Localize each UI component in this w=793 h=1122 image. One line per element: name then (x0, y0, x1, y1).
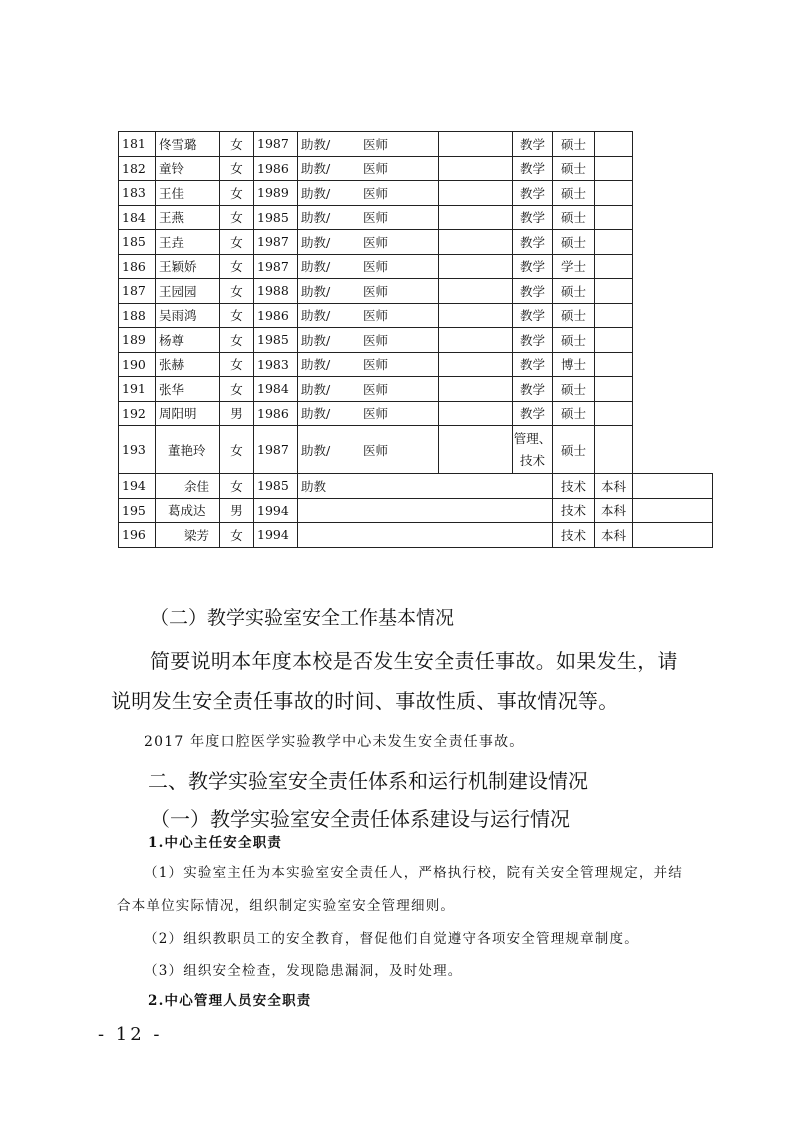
cell-degree: 硕士 (553, 279, 595, 304)
cell-last (595, 426, 633, 474)
cell-title (298, 303, 439, 328)
answer-text: 2017 年度口腔医学实验教学中心未发生安全责任事故。 (144, 734, 525, 750)
section-two-subheading: （一）教学实验室安全责任体系建设与运行情况 (150, 807, 570, 831)
cell-title-rank: 助教/ (301, 161, 331, 177)
cell-title (298, 377, 439, 402)
cell-degree: 本科 (595, 474, 633, 499)
cell-name: 王颖娇 (156, 254, 220, 279)
cell-last (595, 352, 633, 377)
cell-title-rank: 助教/ (301, 308, 331, 324)
staff-table-body (119, 132, 713, 548)
cell-title-role: 医师 (363, 210, 389, 226)
cell-name: 张华 (156, 377, 220, 402)
cell-title (298, 205, 439, 230)
cell-gender: 女 (220, 279, 254, 304)
cell-year: 1985 (254, 474, 298, 499)
cell-duty: 教学 (513, 377, 553, 402)
cell-gender: 女 (220, 156, 254, 181)
cell-degree: 硕士 (553, 156, 595, 181)
cell-duty: 教学 (513, 156, 553, 181)
cell-duty: 教学 (513, 303, 553, 328)
cell-extra (439, 205, 513, 230)
staff-table (118, 131, 713, 548)
cell-year: 1987 (254, 132, 298, 157)
cell-degree: 学士 (553, 254, 595, 279)
cell-last (595, 377, 633, 402)
cell-last (595, 205, 633, 230)
cell-degree: 硕士 (553, 377, 595, 402)
cell-duty: 教学 (513, 254, 553, 279)
cell-gender: 女 (220, 426, 254, 474)
page-number: - 12 - (98, 1024, 163, 1045)
cell-title (298, 254, 439, 279)
cell-name: 梁芳 (156, 523, 220, 548)
cell-title (298, 181, 439, 206)
cell-title (298, 328, 439, 353)
cell-title-role: 医师 (363, 234, 389, 250)
table-row (119, 156, 713, 181)
cell-year: 1987 (254, 230, 298, 255)
cell-duty: 教学 (513, 401, 553, 426)
cell-title-rank: 助教/ (301, 210, 331, 226)
cell-title (298, 132, 439, 157)
cell-title-rank: 助教/ (301, 381, 331, 397)
cell-extra (439, 303, 513, 328)
cell-name: 王园园 (156, 279, 220, 304)
cell-gender: 女 (220, 303, 254, 328)
cell-title-rank: 助教/ (301, 357, 331, 373)
cell-name: 周阳明 (156, 401, 220, 426)
cell-gender: 女 (220, 132, 254, 157)
cell-no: 191 (119, 377, 156, 402)
cell-title-role: 医师 (363, 283, 389, 299)
cell-no: 195 (119, 498, 156, 523)
section-two-heading: 二、教学实验室安全责任体系和运行机制建设情况 (148, 769, 588, 793)
cell-degree: 硕士 (553, 328, 595, 353)
cell-degree: 硕士 (553, 132, 595, 157)
cell-title-role: 医师 (363, 332, 389, 348)
cell-title (298, 279, 439, 304)
cell-name: 葛成达 (156, 498, 220, 523)
cell-year: 1985 (254, 205, 298, 230)
cell-degree: 硕士 (553, 426, 595, 474)
cell-title (298, 156, 439, 181)
cell-duty (513, 426, 553, 474)
cell-extra (439, 230, 513, 255)
cell-no: 190 (119, 352, 156, 377)
table-row (119, 474, 713, 499)
cell-extra (439, 181, 513, 206)
cell-no: 181 (119, 132, 156, 157)
item2-title: 2.中心管理人员安全职责 (148, 993, 312, 1009)
cell-degree: 博士 (553, 352, 595, 377)
cell-extra (439, 426, 513, 474)
cell-last (633, 498, 713, 523)
cell-degree: 硕士 (553, 401, 595, 426)
cell-year: 1984 (254, 377, 298, 402)
cell-title (298, 352, 439, 377)
item1-para2: （2）组织教职员工的安全教育，督促他们自觉遵守各项安全管理规章制度。 (144, 931, 639, 947)
cell-name: 佟雪璐 (156, 132, 220, 157)
cell-title-rank: 助教/ (301, 234, 331, 250)
cell-degree: 硕士 (553, 181, 595, 206)
cell-gender: 女 (220, 205, 254, 230)
cell-last (595, 401, 633, 426)
cell-no: 196 (119, 523, 156, 548)
cell-no: 182 (119, 156, 156, 181)
cell-name: 童铃 (156, 156, 220, 181)
table-row (119, 352, 713, 377)
cell-name: 余佳 (156, 474, 220, 499)
cell-name: 杨尊 (156, 328, 220, 353)
cell-title-rank: 助教/ (301, 259, 331, 275)
cell-year: 1986 (254, 303, 298, 328)
cell-degree: 本科 (595, 498, 633, 523)
cell-duty: 教学 (513, 328, 553, 353)
cell-gender: 女 (220, 181, 254, 206)
cell-title-rank: 助教/ (301, 406, 331, 422)
table-row (119, 303, 713, 328)
cell-year: 1994 (254, 523, 298, 548)
cell-no: 184 (119, 205, 156, 230)
cell-last (633, 474, 713, 499)
cell-extra (439, 279, 513, 304)
cell-duty: 教学 (513, 132, 553, 157)
cell-year: 1994 (254, 498, 298, 523)
cell-degree: 本科 (595, 523, 633, 548)
cell-gender: 男 (220, 498, 254, 523)
cell-no: 193 (119, 426, 156, 474)
table-row (119, 254, 713, 279)
cell-gender: 女 (220, 230, 254, 255)
table-row (119, 181, 713, 206)
cell-title-role: 医师 (363, 442, 389, 458)
cell-no: 187 (119, 279, 156, 304)
cell-no: 185 (119, 230, 156, 255)
cell-year: 1986 (254, 156, 298, 181)
section-heading-safety-basic: （二）教学实验室安全工作基本情况 (150, 607, 455, 629)
cell-title-role: 医师 (363, 357, 389, 373)
cell-year: 1988 (254, 279, 298, 304)
cell-duty: 技术 (553, 498, 595, 523)
table-row (119, 377, 713, 402)
cell-year: 1986 (254, 401, 298, 426)
prompt-line-1: 简要说明本年度本校是否发生安全责任事故。如果发生，请 (150, 649, 678, 673)
table-row (119, 132, 713, 157)
cell-no: 194 (119, 474, 156, 499)
cell-duty-line2: 技术 (519, 452, 545, 468)
cell-title-rank: 助教/ (301, 442, 331, 458)
cell-year: 1989 (254, 181, 298, 206)
cell-name: 王燕 (156, 205, 220, 230)
cell-title (298, 401, 439, 426)
cell-year: 1987 (254, 254, 298, 279)
cell-last (595, 328, 633, 353)
cell-title-rank: 助教/ (301, 136, 331, 152)
cell-duty: 教学 (513, 352, 553, 377)
cell-gender: 女 (220, 352, 254, 377)
table-row (119, 230, 713, 255)
cell-last (633, 523, 713, 548)
cell-duty: 教学 (513, 181, 553, 206)
cell-last (595, 254, 633, 279)
table-row (119, 401, 713, 426)
table-row (119, 205, 713, 230)
cell-no: 183 (119, 181, 156, 206)
cell-title-role: 医师 (363, 381, 389, 397)
cell-duty: 技术 (553, 523, 595, 548)
item1-para1-line1: （1）实验室主任为本实验室安全责任人，严格执行校，院有关安全管理规定，并结 (144, 865, 683, 881)
cell-name: 董艳玲 (156, 426, 220, 474)
table-row (119, 498, 713, 523)
cell-extra (439, 328, 513, 353)
cell-extra (439, 254, 513, 279)
cell-gender: 女 (220, 328, 254, 353)
cell-last (595, 156, 633, 181)
table-row (119, 328, 713, 353)
cell-name: 吴雨鸿 (156, 303, 220, 328)
table-row (119, 426, 713, 474)
cell-duty: 技术 (553, 474, 595, 499)
cell-last (595, 230, 633, 255)
cell-title-role: 医师 (363, 136, 389, 152)
cell-no: 186 (119, 254, 156, 279)
cell-last (595, 132, 633, 157)
cell-duty: 教学 (513, 230, 553, 255)
cell-degree: 硕士 (553, 230, 595, 255)
cell-year: 1983 (254, 352, 298, 377)
cell-title (298, 426, 439, 474)
cell-gender: 女 (220, 523, 254, 548)
item1-para1-line2: 合本单位实际情况，组织制定实验室安全管理细则。 (117, 898, 456, 914)
cell-year: 1985 (254, 328, 298, 353)
cell-extra (439, 352, 513, 377)
table-row (119, 523, 713, 548)
cell-title (298, 523, 553, 548)
item1-title: 1.中心主任安全职责 (148, 835, 283, 851)
cell-last (595, 181, 633, 206)
cell-title-role: 医师 (363, 308, 389, 324)
cell-year: 1987 (254, 426, 298, 474)
cell-last (595, 303, 633, 328)
cell-gender: 男 (220, 401, 254, 426)
cell-extra (439, 401, 513, 426)
prompt-line-2: 说明发生安全责任事故的时间、事故性质、事故情况等。 (111, 689, 619, 713)
cell-no: 189 (119, 328, 156, 353)
cell-gender: 女 (220, 254, 254, 279)
cell-title-rank: 助教/ (301, 332, 331, 348)
cell-duty-line1: 管理、 (513, 430, 552, 446)
cell-duty: 教学 (513, 205, 553, 230)
cell-name: 王佳 (156, 181, 220, 206)
cell-title-role: 医师 (363, 185, 389, 201)
cell-degree: 硕士 (553, 205, 595, 230)
cell-title: 助教 (298, 474, 553, 499)
cell-gender: 女 (220, 377, 254, 402)
cell-title (298, 498, 553, 523)
cell-title-role: 医师 (363, 161, 389, 177)
cell-title-role: 医师 (363, 406, 389, 422)
cell-extra (439, 377, 513, 402)
cell-gender: 女 (220, 474, 254, 499)
cell-degree: 硕士 (553, 303, 595, 328)
cell-title-role: 医师 (363, 259, 389, 275)
cell-name: 王垚 (156, 230, 220, 255)
cell-title-rank: 助教/ (301, 185, 331, 201)
cell-last (595, 279, 633, 304)
cell-title (298, 230, 439, 255)
cell-duty: 教学 (513, 279, 553, 304)
cell-title-rank: 助教/ (301, 283, 331, 299)
cell-extra (439, 132, 513, 157)
cell-no: 188 (119, 303, 156, 328)
cell-no: 192 (119, 401, 156, 426)
cell-name: 张赫 (156, 352, 220, 377)
cell-extra (439, 156, 513, 181)
table-row (119, 279, 713, 304)
item1-para3: （3）组织安全检查，发现隐患漏洞，及时处理。 (144, 963, 463, 979)
